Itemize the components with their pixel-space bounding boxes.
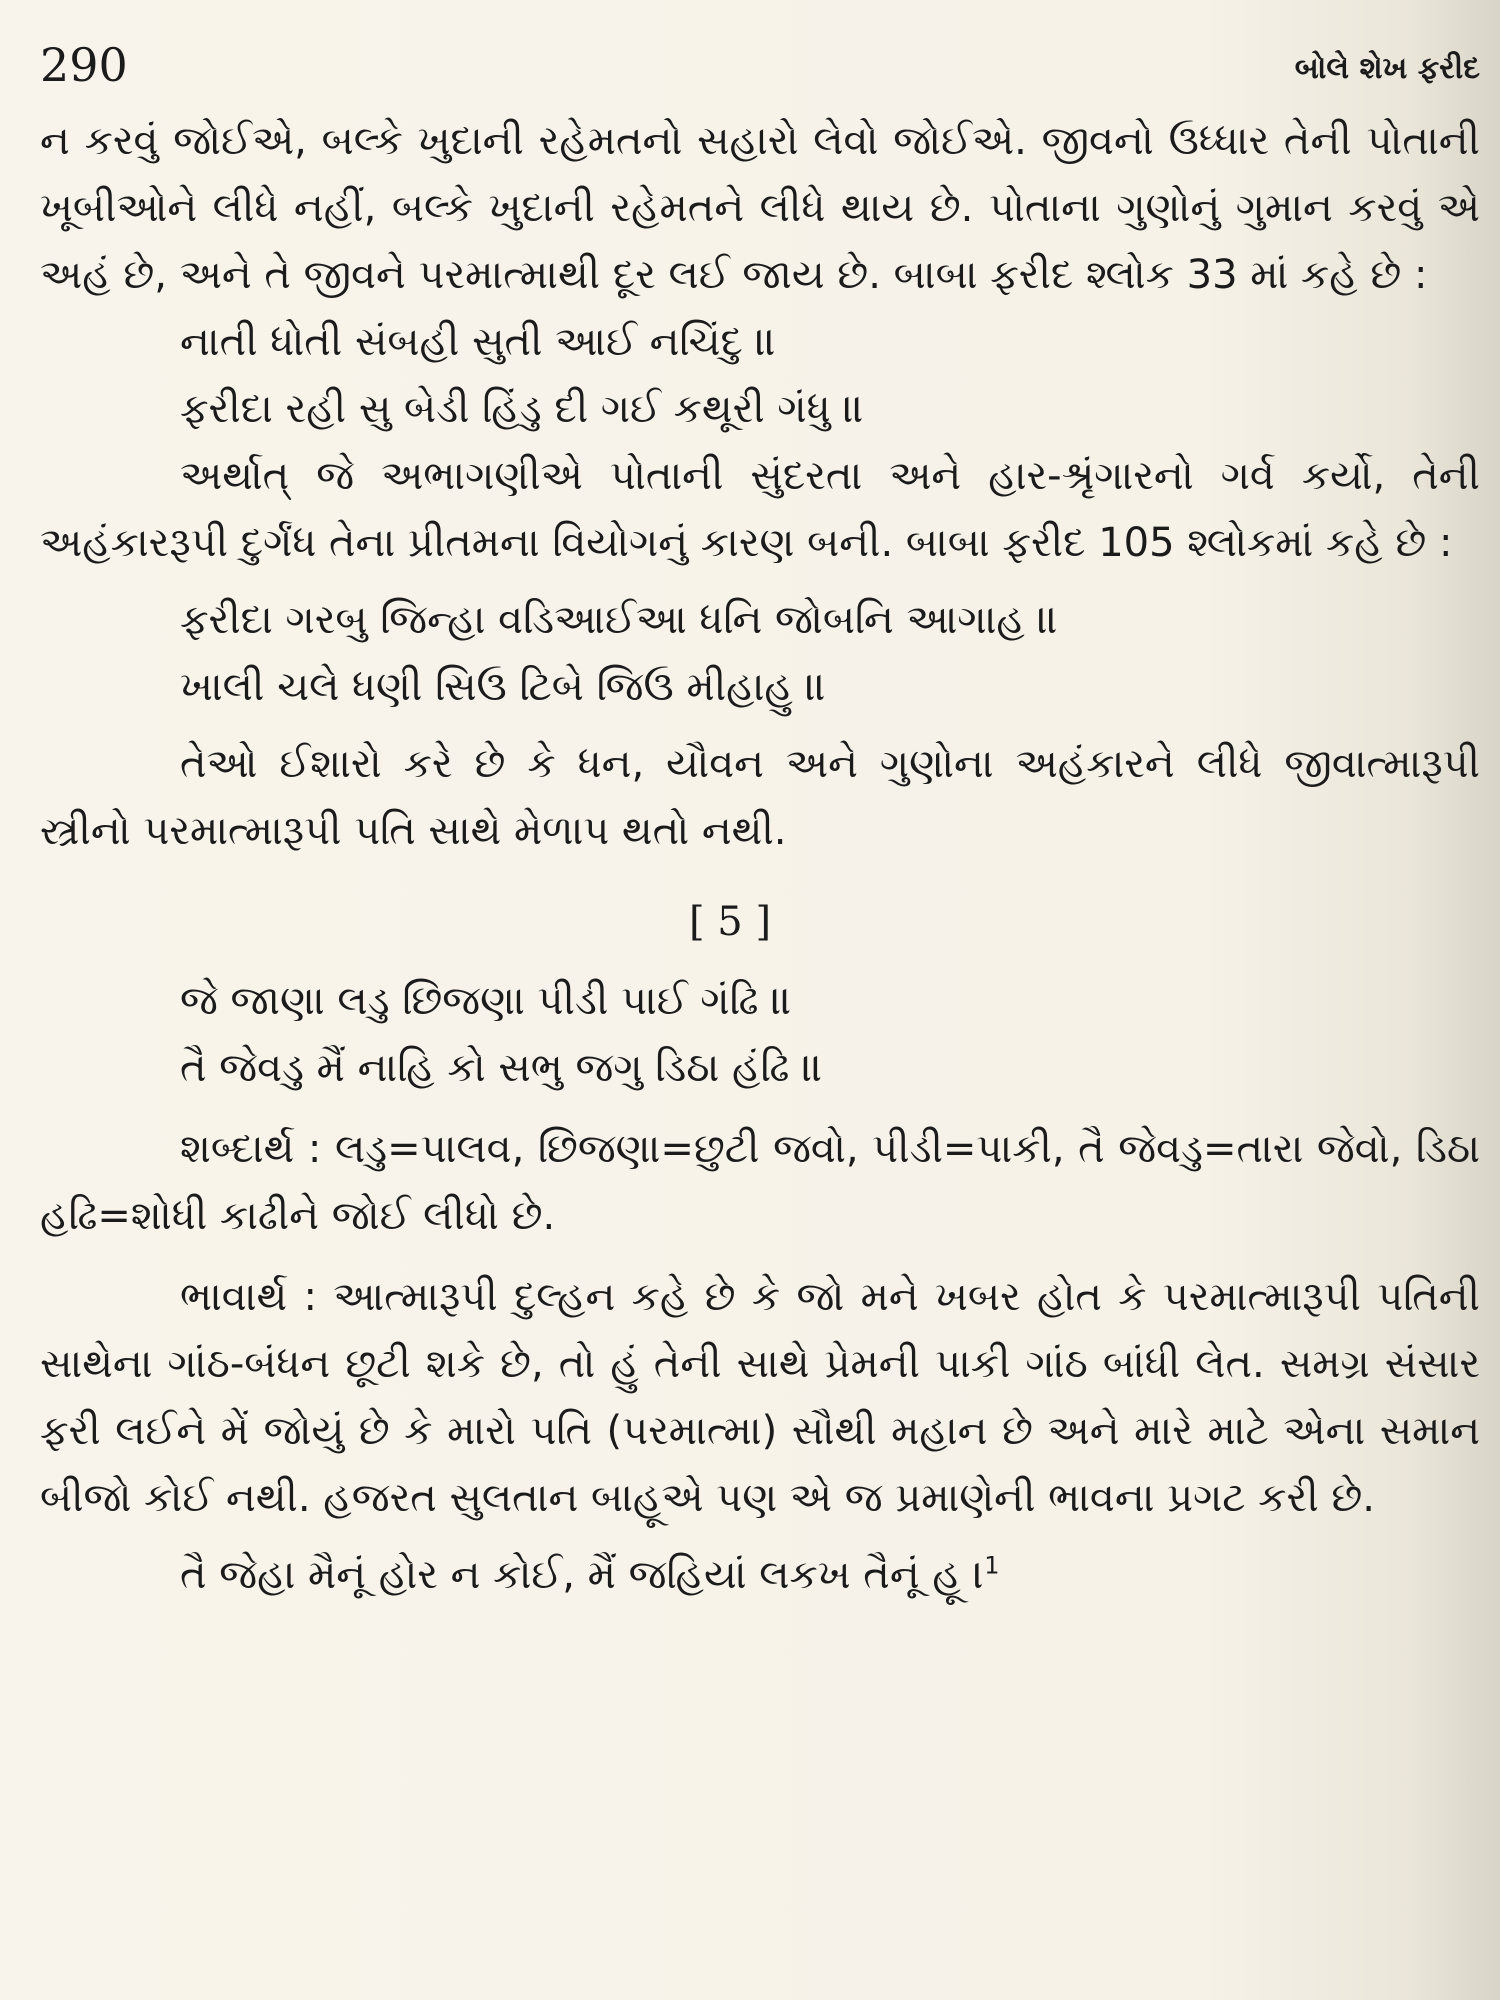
explanation-paragraph: ભાવાર્થ : આત્મારૂપી દુલ્હન કહે છે કે જો મને ખબર હોત કે પરમાત્મારૂપી પતિની સાથેના ગાંઠ-બંધન છૂટી શકે છે, તો હું તેની સાથે પ્રેમની પાકી ગાંઠ બાંધી લેત. સમગ્ર સંસાર ફરી લઈને મેં જોયું છે કે મારો પતિ (પરમાત્મા) સૌથી મહાન છે અને મારે માટે એના સમાન બીજો કોઈ નથી. હજરત સુલતાન બાહૂએ પણ એ જ પ્રમાણેની ભાવના પ્રગટ કરી છે.	[40, 1274, 1480, 1521]
page-number: 290	[40, 38, 128, 92]
paragraph-2: અર્થાત્ જે અભાગણીએ પોતાની સુંદરતા અને હાર-શ્રૃંગારનો ગર્વ કર્યો, તેની અહંકારરૂપી દુર્ગંધ તેના પ્રીતમના વિયોગનું કારણ બની. બાબા ફરીદ 105 શ્લોકમાં કહે છે :	[40, 453, 1480, 566]
word-meaning-paragraph: શબ્દાર્થ : લડુ=પાલવ, છિજણા=છુટી જવો, પીડી=પાકી, તૈ જેવડુ=તારા જેવો, ડિઠા હઢિ=શોધી કાઢીને જોઈ લીધો છે.	[40, 1126, 1480, 1239]
final-verse-text: તૈ જેહા મૈનૂં હોર ન કોઈ, મૈં જહિયાં લકખ તૈનૂં હૂ ।	[180, 1552, 985, 1598]
verse-1-line-2: ફરીદા રહી સુ બેડી હિંડુ દી ગઈ કથૂરી ગંધુ ॥	[180, 386, 865, 432]
verse-2-line-2: ખાલી ચલે ધણી સિઉ ટિબે જિઉ મીહાહુ ॥	[180, 664, 827, 710]
paragraph-1: ન કરવું જોઈએ, બલ્કે ખુદાની રહેમતનો સહારો લેવો જોઈએ. જીવનો ઉધ્ધાર તેની પોતાની ખૂબીઓને લીધે નહીં, બલ્કે ખુદાની રહેમતને લીધે થાય છે. પોતાના ગુણોનું ગુમાન કરવું એ અહં છે, અને તે જીવને પરમાત્માથી દૂર લઈ જાય છે. બાબા ફરીદ શ્લોક 33 માં કહે છે :	[40, 118, 1480, 298]
page-header	[40, 28, 1480, 92]
footnote-marker: 1	[984, 1551, 1000, 1580]
verse-3-line-1: જે જાણા લડુ છિજણા પીડી પાઈ ગંઢિ ॥	[180, 978, 793, 1024]
paragraph-3: તેઓ ઈશારો કરે છે કે ધન, યૌવન અને ગુણોના અહંકારને લીધે જીવાત્મારૂપી સ્ત્રીનો પરમાત્મારૂપી પતિ સાથે મેળાપ થતો નથી.	[40, 741, 1480, 854]
running-title: બોલે શેખ ફરીદ	[1294, 51, 1480, 86]
verse-1-line-1: નાતી ધોતી સંબહી સુતી આઈ નચિંદુ ॥	[180, 319, 777, 365]
final-verse	[40, 1542, 1480, 1609]
verse-2-line-1: ફરીદા ગરબુ જિન્હા વડિઆઈઆ ધનિ જોબનિ આગાહ ॥	[180, 597, 1059, 643]
section-number: [ 5 ]	[688, 899, 772, 945]
verse-3-line-2: તૈ જેવડુ મૈં નાહિ કો સભુ જગુ ડિઠા હંઢિ ॥	[180, 1045, 824, 1091]
